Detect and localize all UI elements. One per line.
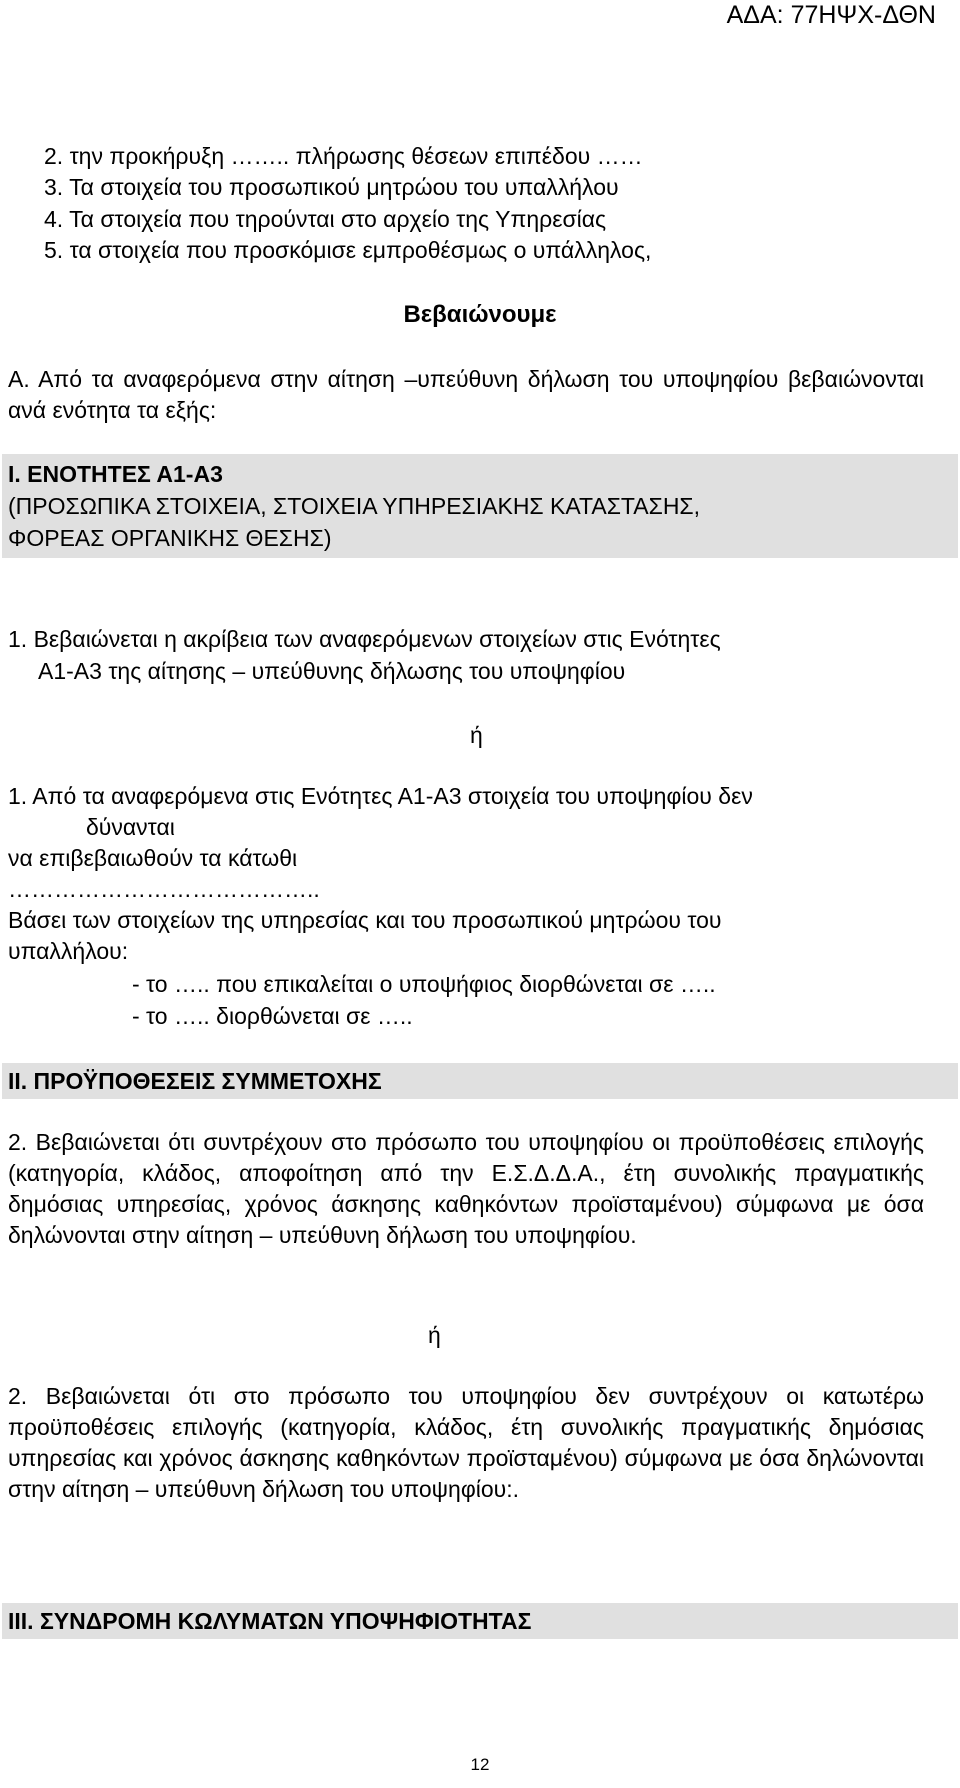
item-1b-line: Βάσει των στοιχείων της υπηρεσίας και του προσωπικού μητρώου του: [8, 907, 722, 933]
section-iii-title: ΙΙΙ. ΣΥΝΔΡΟΜΗ ΚΩΛΥΜΑΤΩΝ ΥΠΟΨΗΦΙΟΤΗΤΑΣ: [8, 1608, 532, 1634]
item-2-paragraph: 2. Βεβαιώνεται ότι συντρέχουν στο πρόσωπο του υποψηφίου οι προϋποθέσεις επιλογής (κατηγορία, κλάδος, αποφοίτηση από την Ε.Σ.Δ.Δ.Α., έτη συνολικής πραγματικής δημόσιας υπηρεσίας, χρόνος άσκησης καθηκόντων προϊσταμένου) σύμφωνα με όσα δηλώνονται στην αίτηση – υπεύθυνη δήλωση του υποψηφίου.: [8, 1129, 924, 1248]
item-1b-line: υπαλλήλου:: [8, 938, 129, 964]
or-separator: ή: [470, 722, 483, 748]
section-i-title: Ι. ΕΝΟΤΗΤΕΣ Α1-Α3: [8, 461, 223, 487]
item-1-line: Α1-Α3 της αίτησης – υπεύθυνης δήλωσης του υποψηφίου: [38, 658, 626, 684]
item-1b-line: 1. Από τα αναφερόμενα στις Ενότητες Α1-Α3 στοιχεία του υποψηφίου δεν: [8, 783, 753, 809]
paragraph-a: Α. Από τα αναφερόμενα στην αίτηση –υπεύθυνη δήλωση του υποψηφίου βεβαιώνονται ανά ενότητα τα εξής:: [8, 366, 924, 423]
list-item: 3. Τα στοιχεία του προσωπικού μητρώου του υπαλλήλου: [44, 174, 619, 200]
item-1b-line: να επιβεβαιωθούν τα κάτωθι: [8, 845, 298, 871]
section-i-subtitle: (ΠΡΟΣΩΠΙΚΑ ΣΤΟΙΧΕΙΑ, ΣΤΟΙΧΕΙΑ ΥΠΗΡΕΣΙΑΚΗΣ ΚΑΤΑΣΤΑΣΗΣ,: [8, 493, 701, 519]
list-item: 2. την προκήρυξη …….. πλήρωσης θέσεων επιπέδου ……: [44, 143, 643, 169]
section-i-subtitle: ΦΟΡΕΑΣ ΟΡΓΑΝΙΚΗΣ ΘΕΣΗΣ): [8, 525, 332, 551]
item-2b-paragraph: 2. Βεβαιώνεται ότι στο πρόσωπο του υποψηφίου δεν συντρέχουν οι κατωτέρω προϋποθέσεις επιλογής (κατηγορία, κλάδος, έτη συνολικής πραγματικής δημόσιας υπηρεσίας και χρόνος άσκησης καθηκόντων προϊσταμένου) σύμφωνα με όσα δηλώνονται στην αίτηση – υπεύθυνη δήλωση του υποψηφίου:.: [8, 1383, 924, 1502]
page-number: 12: [470, 1755, 490, 1774]
list-item: 5. τα στοιχεία που προσκόμισε εμπροθέσμως ο υπάλληλος,: [44, 237, 652, 263]
or-separator: ή: [428, 1322, 441, 1348]
dash-item: - το ….. διορθώνεται σε …..: [132, 1003, 413, 1029]
item-1-line: 1. Βεβαιώνεται η ακρίβεια των αναφερόμενων στοιχείων στις Ενότητες: [8, 626, 721, 652]
item-1b-dots: …………………………………..: [8, 876, 320, 902]
dash-item: - το ….. που επικαλείται ο υποψήφιος διορθώνεται σε …..: [132, 971, 716, 997]
list-item: 4. Τα στοιχεία που τηρούνται στο αρχείο της Υπηρεσίας: [44, 206, 607, 232]
section-ii-title: ΙΙ. ΠΡΟΫΠΟΘΕΣΕΙΣ ΣΥΜΜΕΤΟΧΗΣ: [8, 1068, 382, 1094]
ada-code: ΑΔΑ: 77ΗΨΧ-ΔΘΝ: [726, 1, 936, 29]
item-1b-line: δύνανται: [86, 814, 175, 840]
confirm-heading: Βεβαιώνουμε: [403, 301, 557, 328]
